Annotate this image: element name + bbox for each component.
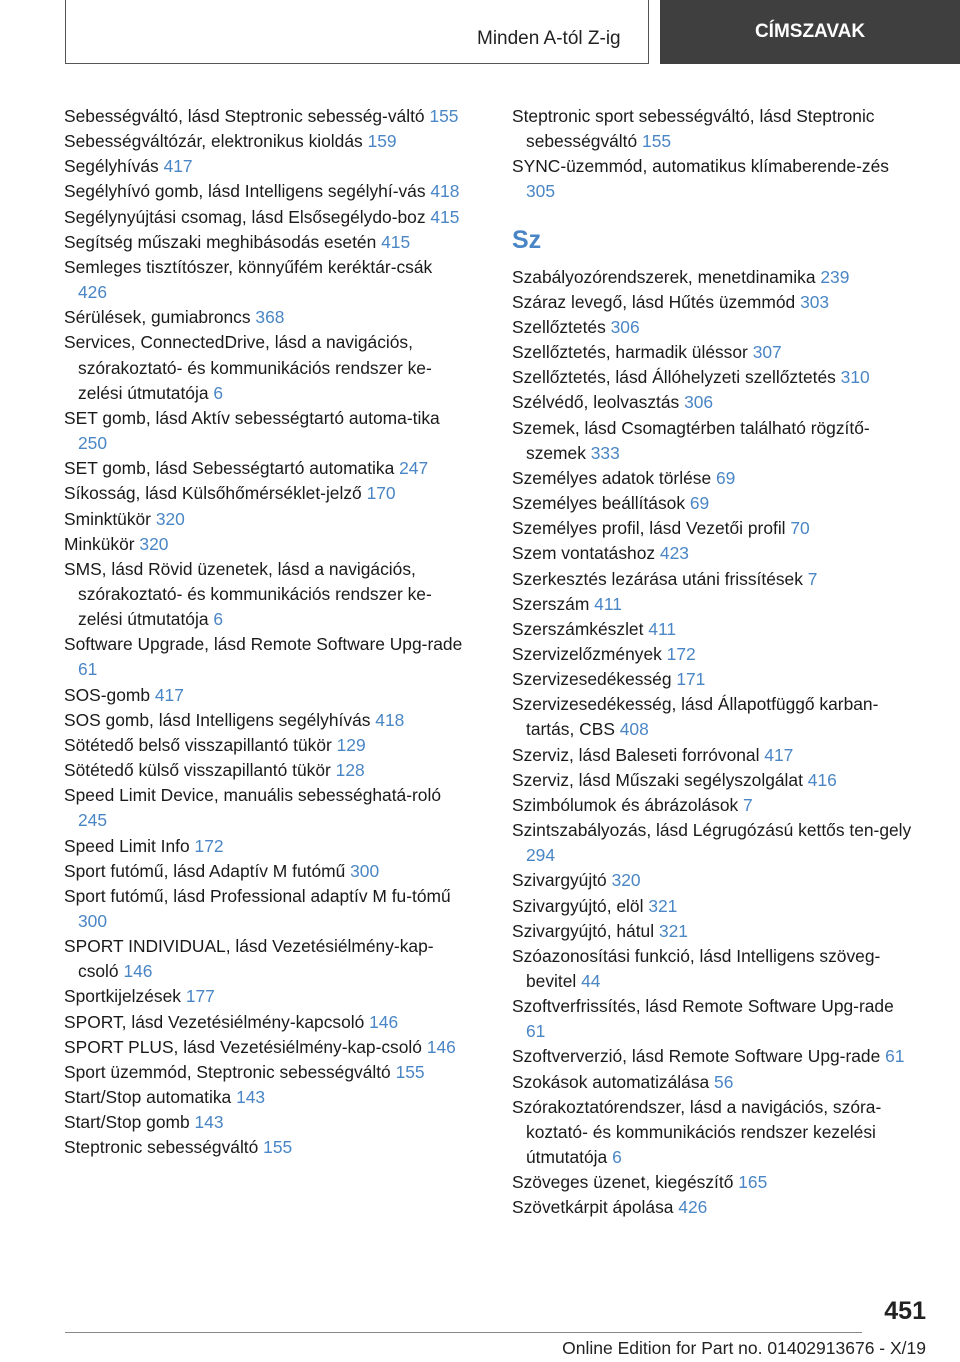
index-entry — [64, 230, 466, 255]
page-link[interactable]: 56 — [714, 1071, 734, 1092]
index-entry — [64, 758, 466, 783]
index-entry — [64, 481, 466, 506]
index-entry — [512, 265, 914, 290]
page-number: 451 — [884, 1297, 926, 1325]
index-entry — [64, 1060, 466, 1085]
entry-term: Software Upgrade, lásd Remote Software Upg-rade — [64, 634, 463, 655]
index-entry — [64, 1010, 466, 1035]
page-link[interactable]: 7 — [807, 568, 818, 589]
entry-term: Szem vontatáshoz — [512, 543, 656, 564]
index-entry — [512, 1095, 914, 1170]
entry-term: Szimbólumok és ábrázolások — [512, 794, 739, 815]
index-entry — [512, 617, 914, 642]
entry-list-right-top — [512, 104, 914, 205]
page-link[interactable]: 300 — [78, 911, 108, 931]
entry-term: SPORT INDIVIDUAL, lásd Vezetésiélmény-kap-csoló — [64, 936, 434, 982]
index-entry — [512, 743, 914, 768]
entry-term: Speed Limit Info — [64, 835, 190, 856]
entry-term: Speed Limit Device, manuális sebességhatá-roló — [64, 785, 441, 806]
index-entry — [64, 834, 466, 859]
footer-divider — [65, 1332, 862, 1333]
index-entry — [512, 919, 914, 944]
index-entry — [512, 104, 914, 154]
page-link[interactable]: 417 — [764, 744, 794, 765]
index-entry — [512, 944, 914, 994]
entry-term: Szerviz, lásd Baleseti forróvonal — [512, 744, 760, 765]
page-link[interactable]: 300 — [350, 860, 380, 881]
page-link[interactable]: 177 — [185, 986, 215, 1007]
page-link[interactable]: 320 — [139, 533, 169, 554]
page-link[interactable]: 61 — [885, 1046, 905, 1067]
entry-term: Services, ConnectedDrive, lásd a navigációs, szórakoztató- és kommunikációs rendszer ke-zelési útmutatója — [64, 332, 432, 403]
entry-term: Szoftverfrissítés, lásd Remote Software Upg-rade — [512, 996, 894, 1017]
index-entry — [512, 567, 914, 592]
entry-term: Szoftververzió, lásd Remote Software Upg-rade — [512, 1046, 881, 1067]
index-entry — [512, 1070, 914, 1095]
page-link[interactable]: 306 — [684, 392, 714, 413]
index-entry — [512, 894, 914, 919]
page-link[interactable]: 69 — [715, 467, 736, 488]
entry-term: Szabályozórendszerek, menetdinamika — [512, 266, 816, 287]
entry-list-left — [64, 104, 466, 1161]
page-link[interactable]: 415 — [430, 206, 460, 227]
index-entry — [64, 1110, 466, 1135]
index-entry — [64, 330, 466, 405]
index-entry — [64, 456, 466, 481]
page-link[interactable]: 155 — [395, 1061, 425, 1082]
entry-term: Start/Stop gomb — [64, 1112, 190, 1133]
page-link[interactable]: 172 — [666, 643, 696, 664]
index-entry — [512, 315, 914, 340]
index-entry — [512, 154, 914, 204]
footer-text: Online Edition for Part no. 01402913676 - X/19 — [562, 1338, 926, 1358]
index-entry — [512, 1044, 914, 1069]
page-link[interactable]: 155 — [429, 106, 459, 126]
entry-term: SMS, lásd Rövid üzenetek, lásd a navigációs, szórakoztató- és kommunikációs rendszer ke-zelési útmutatója — [64, 558, 432, 630]
index-entry — [64, 104, 466, 129]
entry-term: Szerszám — [512, 593, 590, 614]
entry-term: Szervizesedékesség — [512, 669, 672, 690]
page-link[interactable]: 307 — [752, 342, 782, 363]
entry-term: Sérülések, gumiabroncs — [64, 307, 251, 328]
entry-term: Szervizelőzmények — [512, 643, 662, 664]
entry-term: Szellőztetés, lásd Állóhelyzeti szellőztetés — [512, 367, 836, 388]
index-entry — [512, 818, 914, 868]
index-entry — [64, 255, 466, 305]
page-link[interactable]: 70 — [790, 518, 810, 539]
index-entry — [64, 129, 466, 154]
entry-term: Segélyhívó gomb, lásd Intelligens segélyhí-vás — [64, 181, 426, 202]
entry-term: Szivargyújtó, elöl — [512, 895, 644, 916]
section-heading: Sz — [512, 225, 542, 254]
entry-term: Sminktükör — [64, 508, 151, 529]
entry-term: SOS gomb, lásd Intelligens segélyhívás — [64, 709, 371, 730]
entry-term: Személyes beállítások — [512, 493, 686, 514]
entry-term: Szivargyújtó, hátul — [512, 920, 655, 941]
entry-term: Sport futómű, lásd Adaptív M futómű — [64, 860, 346, 881]
page-link[interactable]: 426 — [78, 282, 108, 303]
page-link[interactable]: 294 — [526, 845, 556, 866]
entry-term: Személyes profil, lásd Vezetői profil — [512, 518, 786, 539]
header-subtitle: Minden A-tól Z-ig — [477, 28, 621, 49]
index-entry — [512, 868, 914, 893]
page-link[interactable]: 411 — [594, 593, 622, 614]
index-entry — [64, 1035, 466, 1060]
page-link[interactable]: 6 — [213, 609, 224, 630]
entry-term: Szöveges üzenet, kiegészítő — [512, 1172, 734, 1193]
index-entry — [64, 708, 466, 733]
page-link[interactable]: 165 — [738, 1172, 768, 1193]
entry-term: Sport üzemmód, Steptronic sebességváltó — [64, 1061, 391, 1082]
entry-term: Szokások automatizálása — [512, 1071, 710, 1092]
index-entry — [512, 994, 914, 1044]
entry-term: SET gomb, lásd Aktív sebességtartó automa-tika — [64, 407, 440, 428]
entry-term: Szerkesztés lezárása utáni frissítések — [512, 568, 803, 589]
entry-term: Semleges tisztítószer, könnyűfém keréktár-csák — [64, 256, 433, 277]
index-entry — [512, 416, 914, 466]
entry-term: Sportkijelzések — [64, 986, 181, 1007]
index-entry — [512, 340, 914, 365]
page-link[interactable]: 426 — [678, 1197, 708, 1218]
entry-term: SYNC-üzemmód, automatikus klímaberende-zés — [512, 156, 889, 177]
page-link[interactable]: 143 — [194, 1112, 224, 1133]
entry-term: Minkükör — [64, 533, 135, 554]
index-entry — [64, 532, 466, 557]
entry-term: Steptronic sport sebességváltó, lásd Steptronic sebességváltó — [512, 106, 875, 152]
page-link[interactable]: 250 — [78, 433, 108, 454]
index-entry — [64, 305, 466, 330]
page-link[interactable]: 321 — [658, 920, 688, 941]
index-entry — [64, 1085, 466, 1110]
entry-term: Sebességváltó, lásd Steptronic sebesség-váltó — [64, 106, 425, 126]
entry-term: Start/Stop automatika — [64, 1087, 232, 1108]
index-entry — [512, 1170, 914, 1195]
page-link[interactable]: 415 — [381, 231, 411, 252]
index-entry — [64, 1135, 466, 1160]
index-entry — [64, 859, 466, 884]
page-link[interactable]: 239 — [820, 266, 850, 287]
page-link[interactable]: 247 — [399, 458, 429, 479]
page-link[interactable]: 306 — [610, 316, 640, 337]
page-link[interactable]: 44 — [581, 971, 601, 991]
index-entry — [512, 642, 914, 667]
entry-term: Szóazonosítási funkció, lásd Intelligens szöveg-bevitel — [512, 945, 881, 991]
page-link[interactable]: 159 — [367, 131, 397, 152]
entry-term: Szerviz, lásd Műszaki segélyszolgálat — [512, 769, 803, 790]
page-link[interactable]: 146 — [426, 1036, 456, 1057]
page-link[interactable]: 6 — [612, 1147, 622, 1168]
index-entry — [64, 154, 466, 179]
index-entry — [512, 290, 914, 315]
index-entry — [512, 390, 914, 415]
index-entry — [512, 768, 914, 793]
page-link[interactable]: 6 — [213, 382, 224, 403]
page-link[interactable]: 7 — [743, 794, 753, 815]
page-link[interactable]: 417 — [154, 684, 184, 705]
page-link[interactable]: 320 — [155, 508, 185, 529]
index-entry — [64, 884, 466, 934]
index-column-right — [512, 104, 914, 1221]
page-link[interactable]: 321 — [648, 895, 678, 916]
index-entry — [64, 984, 466, 1009]
page-link[interactable]: 146 — [369, 1011, 399, 1032]
index-entry — [64, 783, 466, 833]
page-link[interactable]: 61 — [526, 1021, 546, 1042]
entry-term: Szervizesedékesség, lásd Állapotfüggő karban-tartás, CBS — [512, 694, 879, 740]
page-link[interactable]: 128 — [335, 760, 365, 781]
entry-term: Szivargyújtó — [512, 870, 607, 891]
page-link[interactable]: 417 — [163, 156, 193, 177]
index-entry — [512, 1195, 914, 1220]
entry-term: Segélynyújtási csomag, lásd Elsősegélydo-boz — [64, 206, 426, 227]
page-link[interactable]: 172 — [194, 835, 224, 856]
index-entry — [512, 466, 914, 491]
entry-term: Segélyhívás — [64, 156, 159, 177]
index-entry — [64, 179, 466, 204]
entry-term: Szemek, lásd Csomagtérben található rögzítő-szemek — [512, 417, 870, 463]
page-link[interactable]: 333 — [590, 442, 620, 463]
index-entry — [512, 692, 914, 742]
page-link[interactable]: 245 — [78, 810, 108, 831]
page-link[interactable]: 320 — [611, 870, 641, 891]
page-link[interactable]: 170 — [366, 483, 396, 504]
entry-term: Segítség műszaki meghibásodás esetén — [64, 231, 377, 252]
entry-term: Sötétedő belső visszapillantó tükör — [64, 734, 332, 755]
entry-list-right — [512, 265, 914, 1221]
page-link[interactable]: 61 — [78, 659, 98, 680]
entry-term: Száraz levegő, lásd Hűtés üzemmód — [512, 291, 796, 312]
index-entry — [512, 491, 914, 516]
header-section-tab: CÍMSZAVAK — [660, 0, 960, 64]
page-link[interactable]: 423 — [659, 543, 689, 564]
page-link[interactable]: 418 — [430, 181, 460, 202]
index-entry — [512, 793, 914, 818]
entry-term: Szövetkárpit ápolása — [512, 1197, 674, 1218]
index-entry — [64, 406, 466, 456]
page-link[interactable]: 408 — [619, 719, 649, 740]
page-link[interactable]: 368 — [255, 307, 285, 328]
page-link[interactable]: 418 — [375, 709, 405, 730]
index-entry — [64, 632, 466, 682]
index-column-left — [64, 104, 466, 1161]
page-link[interactable]: 303 — [800, 291, 830, 312]
entry-term: SET gomb, lásd Sebességtartó automatika — [64, 458, 395, 479]
entry-term: Szintszabályozás, lásd Légrugózású kettős ten-gely — [512, 820, 912, 841]
entry-term: SPORT, lásd Vezetésiélmény-kapcsoló — [64, 1011, 365, 1032]
page-link[interactable]: 129 — [336, 734, 366, 755]
entry-term: SOS-gomb — [64, 684, 151, 705]
page-link[interactable]: 411 — [648, 618, 677, 639]
index-entry — [512, 667, 914, 692]
entry-term: Steptronic sebességváltó — [64, 1137, 259, 1158]
index-entry — [64, 507, 466, 532]
entry-term: Síkosság, lásd Külsőhőmérséklet-jelző — [64, 483, 362, 504]
index-entry — [512, 592, 914, 617]
page-link[interactable]: 305 — [526, 181, 556, 202]
index-entry — [64, 683, 466, 708]
entry-term: Szórakoztatórendszer, lásd a navigációs, szóra-koztató- és kommunikációs rendszer kezelési útmutatója — [512, 1096, 882, 1168]
entry-term: Személyes adatok törlése — [512, 467, 712, 488]
page-link[interactable]: 310 — [840, 367, 870, 388]
page-link[interactable]: 146 — [123, 961, 153, 982]
entry-term: Szellőztetés — [512, 316, 606, 337]
page-link[interactable]: 155 — [263, 1137, 293, 1158]
page-link[interactable]: 155 — [642, 131, 672, 152]
index-entry — [64, 205, 466, 230]
index-entry — [64, 934, 466, 984]
index-entry — [64, 733, 466, 758]
entry-term: SPORT PLUS, lásd Vezetésiélmény-kap-csoló — [64, 1036, 422, 1057]
index-entry — [512, 516, 914, 541]
entry-term: Sport futómű, lásd Professional adaptív M fu-tómű — [64, 885, 451, 906]
index-entry — [512, 365, 914, 390]
entry-term: Szellőztetés, harmadik üléssor — [512, 342, 748, 363]
index-entry — [512, 541, 914, 566]
page-link[interactable]: 171 — [676, 669, 706, 690]
entry-term: Szerszámkészlet — [512, 618, 644, 639]
page-link[interactable]: 143 — [236, 1087, 266, 1108]
page-link[interactable]: 69 — [689, 493, 710, 514]
entry-term: Szélvédő, leolvasztás — [512, 392, 680, 413]
page-link[interactable]: 416 — [807, 769, 837, 790]
entry-term: Sebességváltózár, elektronikus kioldás — [64, 131, 363, 152]
index-entry — [64, 557, 466, 632]
entry-term: Sötétedő külső visszapillantó tükör — [64, 760, 331, 781]
